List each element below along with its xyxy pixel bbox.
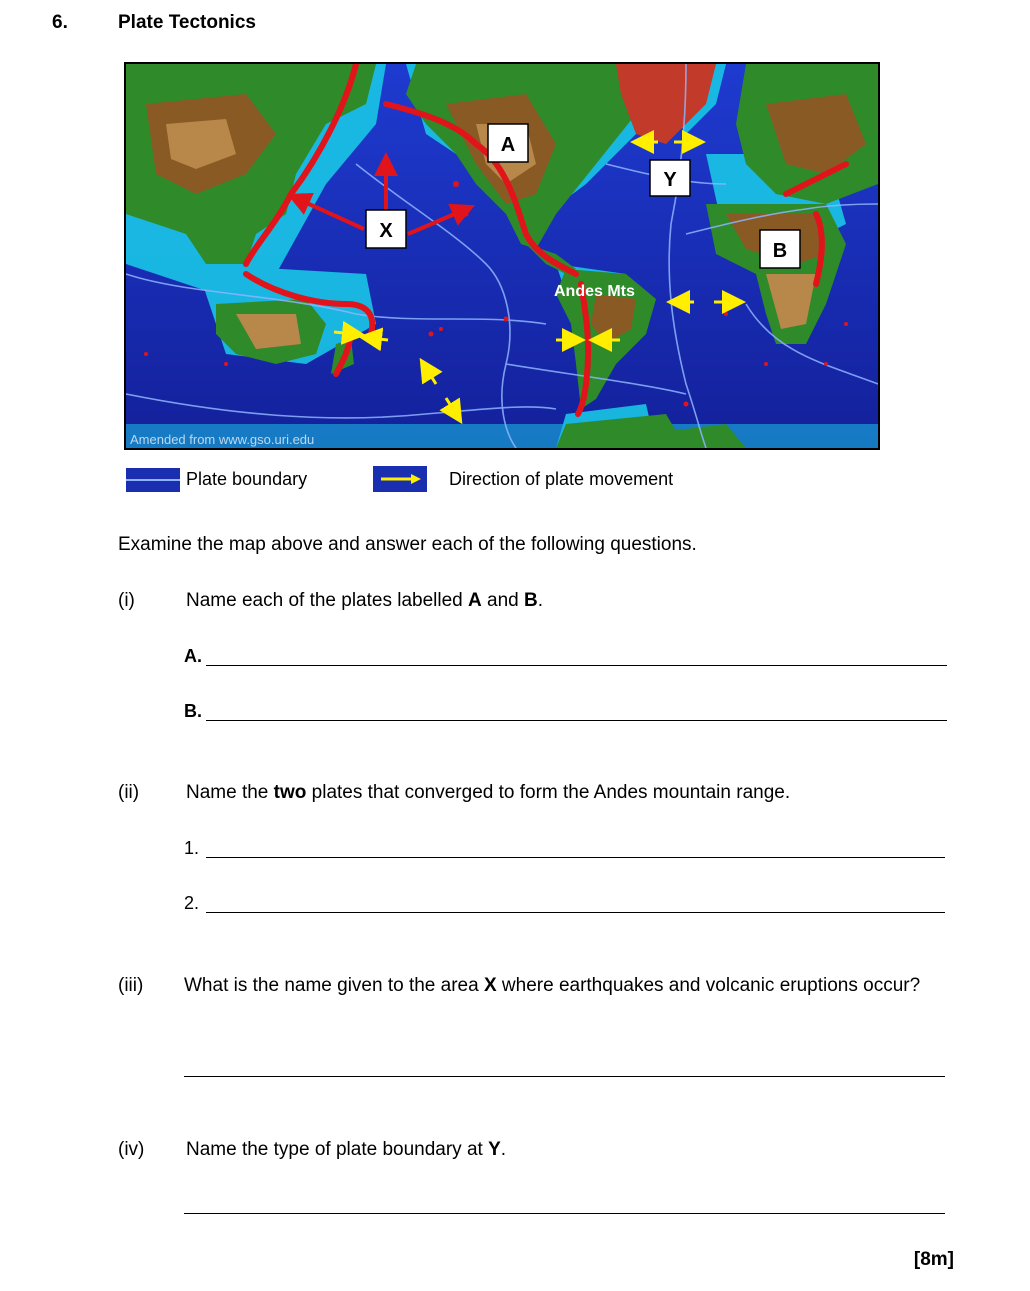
part-i-numeral: (i) xyxy=(118,590,135,611)
part-iii-numeral: (iii) xyxy=(118,975,144,996)
part-iii-question: What is the name given to the area X where earthquakes and volcanic eruptions occur? xyxy=(184,975,921,996)
plate-movement-swatch xyxy=(373,466,427,492)
part-i-question: Name each of the plates labelled A and B. xyxy=(186,590,544,611)
svg-text:B: B xyxy=(772,240,788,262)
svg-text:X: X xyxy=(379,220,393,242)
answer-label-1: 1. xyxy=(184,838,200,858)
label-b xyxy=(760,230,800,268)
part-ii-question: Name the two plates that converged to form the Andes mountain range. xyxy=(186,782,791,803)
answer-line-b[interactable] xyxy=(206,720,947,721)
answer-label-2: 2. xyxy=(184,893,200,913)
svg-text:Y: Y xyxy=(663,169,677,191)
label-y xyxy=(650,160,690,196)
answer-line-a[interactable] xyxy=(206,665,947,666)
answer-line-iv[interactable] xyxy=(184,1213,945,1214)
label-a xyxy=(488,124,528,162)
plate-boundary-swatch xyxy=(126,468,180,492)
part-ii-numeral: (ii) xyxy=(118,782,140,803)
part-iv-numeral: (iv) xyxy=(118,1139,145,1160)
answer-line-1[interactable] xyxy=(206,857,945,858)
plate-tectonics-map xyxy=(124,62,880,450)
answer-label-b: B. xyxy=(184,701,202,721)
total-marks: [8m] xyxy=(913,1249,954,1270)
map-credit: Amended from www.gso.uri.edu xyxy=(130,432,315,447)
question-number: 6. xyxy=(52,12,68,33)
question-title: Plate Tectonics xyxy=(118,12,256,33)
answer-line-2[interactable] xyxy=(206,912,945,913)
plate-boundary-legend-label: Plate boundary xyxy=(186,469,308,489)
answer-line-iii[interactable] xyxy=(184,1076,945,1077)
plate-movement-legend-label: Direction of plate movement xyxy=(449,469,674,489)
label-x xyxy=(366,210,406,248)
answer-label-a: A. xyxy=(184,646,202,666)
part-iv-question: Name the type of plate boundary at Y. xyxy=(186,1139,507,1160)
instructions: Examine the map above and answer each of the following questions. xyxy=(118,534,697,555)
svg-text:A: A xyxy=(500,134,516,156)
label-andes: Andes Mts xyxy=(554,283,635,300)
